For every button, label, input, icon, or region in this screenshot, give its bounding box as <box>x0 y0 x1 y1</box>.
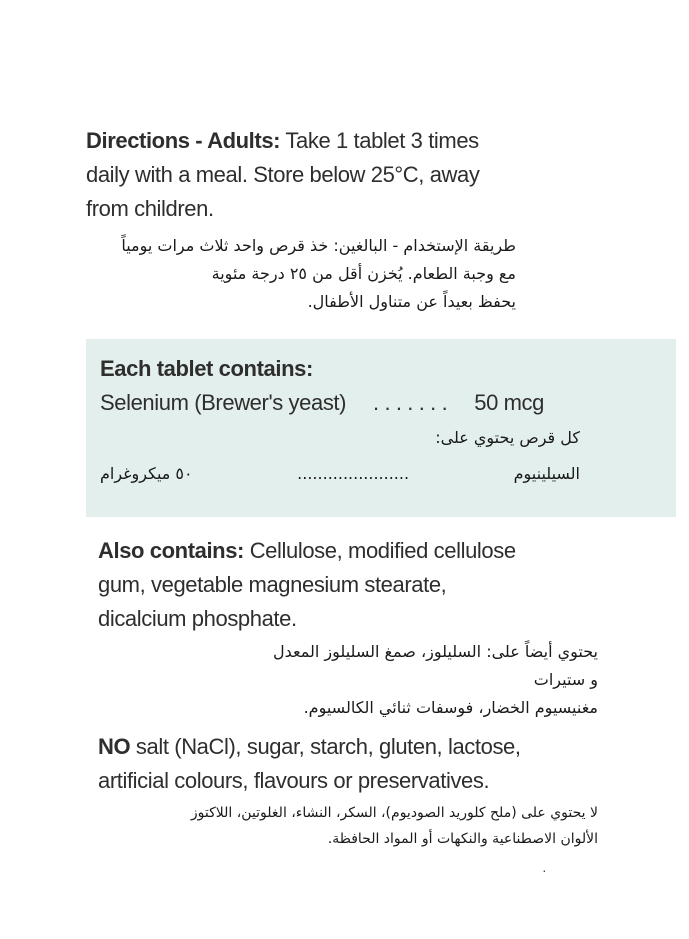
no-ar-line-1: لا يحتوي على (ملح كلوريد الصوديوم)، السكر، النشاء، الغلوتين، اللاكتوز <box>190 805 598 821</box>
contains-ingredient: Selenium (Brewer's yeast) <box>100 390 347 415</box>
also-en-text <box>98 534 618 636</box>
also-text-1: Cellulose, modified cellulose <box>243 538 516 563</box>
no-ar-line-2: الألوان الاصطناعية والنكهات أو المواد الحافظة. <box>327 831 598 847</box>
contains-amount: 50 mcg <box>474 390 544 415</box>
also-line-2: gum, vegetable magnesium stearate, <box>98 572 447 597</box>
contains-ar-dots: ...................... <box>297 464 410 483</box>
no-text-1: salt (NaCl), sugar, starch, gluten, lactose, <box>130 734 521 759</box>
directions-section <box>86 124 606 316</box>
contains-heading-line <box>100 352 600 386</box>
directions-text-1: Take 1 tablet 3 times <box>280 128 479 153</box>
no-line-2: artificial colours, flavours or preservatives. <box>98 768 490 793</box>
directions-en-text <box>86 124 606 226</box>
no-en-text <box>98 730 618 798</box>
directions-ar-line-3: يحفظ بعيداً عن متناول الأطفال. <box>307 292 516 311</box>
contains-ar-text <box>100 424 580 488</box>
no-line-1 <box>98 730 618 764</box>
stray-mark: · <box>542 862 547 878</box>
no-heading: NO <box>98 734 131 759</box>
contains-ar-heading: كل قرص يحتوي على: <box>435 428 580 447</box>
also-ar-line-3: مغنيسيوم الخضار، فوسفات ثنائي الكالسيوم. <box>303 698 598 717</box>
also-contains-section <box>98 534 618 722</box>
also-line-3: dicalcium phosphate. <box>98 606 297 631</box>
directions-line-3: from children. <box>86 196 214 221</box>
also-ar-text <box>98 638 598 722</box>
contains-ar-amount: ٥٠ ميكروغرام <box>100 464 193 483</box>
directions-heading: Directions - Adults: <box>86 128 281 153</box>
contains-ingredient-line <box>100 386 544 420</box>
directions-line-2: daily with a meal. Store below 25°C, away <box>86 162 480 187</box>
contains-dots: . . . . . . . <box>373 390 448 415</box>
contains-heading: Each tablet contains: <box>100 356 313 381</box>
contains-ar-ingredient-line <box>100 460 580 488</box>
no-contains-section <box>98 730 618 852</box>
directions-ar-line-2: مع وجبة الطعام. يُخزن أقل من ٢٥ درجة مئوية <box>211 264 516 283</box>
also-ar-line-1: يحتوي أيضاً على: السليلوز، صمغ السليلوز المعدل <box>273 642 598 661</box>
also-heading: Also contains: <box>98 538 244 563</box>
contains-en-text <box>100 352 600 420</box>
directions-ar-text <box>86 232 516 316</box>
also-ar-line-2: و ستيرات <box>533 670 598 689</box>
no-ar-text <box>98 800 598 852</box>
contains-section <box>100 352 600 488</box>
also-line-1 <box>98 534 618 568</box>
directions-line-1 <box>86 124 606 158</box>
contains-ar-ingredient: السيلينيوم <box>513 464 580 483</box>
directions-ar-line-1: طريقة الإستخدام - البالغين: خذ قرص واحد ثلاث مرات يومياً <box>121 236 516 255</box>
